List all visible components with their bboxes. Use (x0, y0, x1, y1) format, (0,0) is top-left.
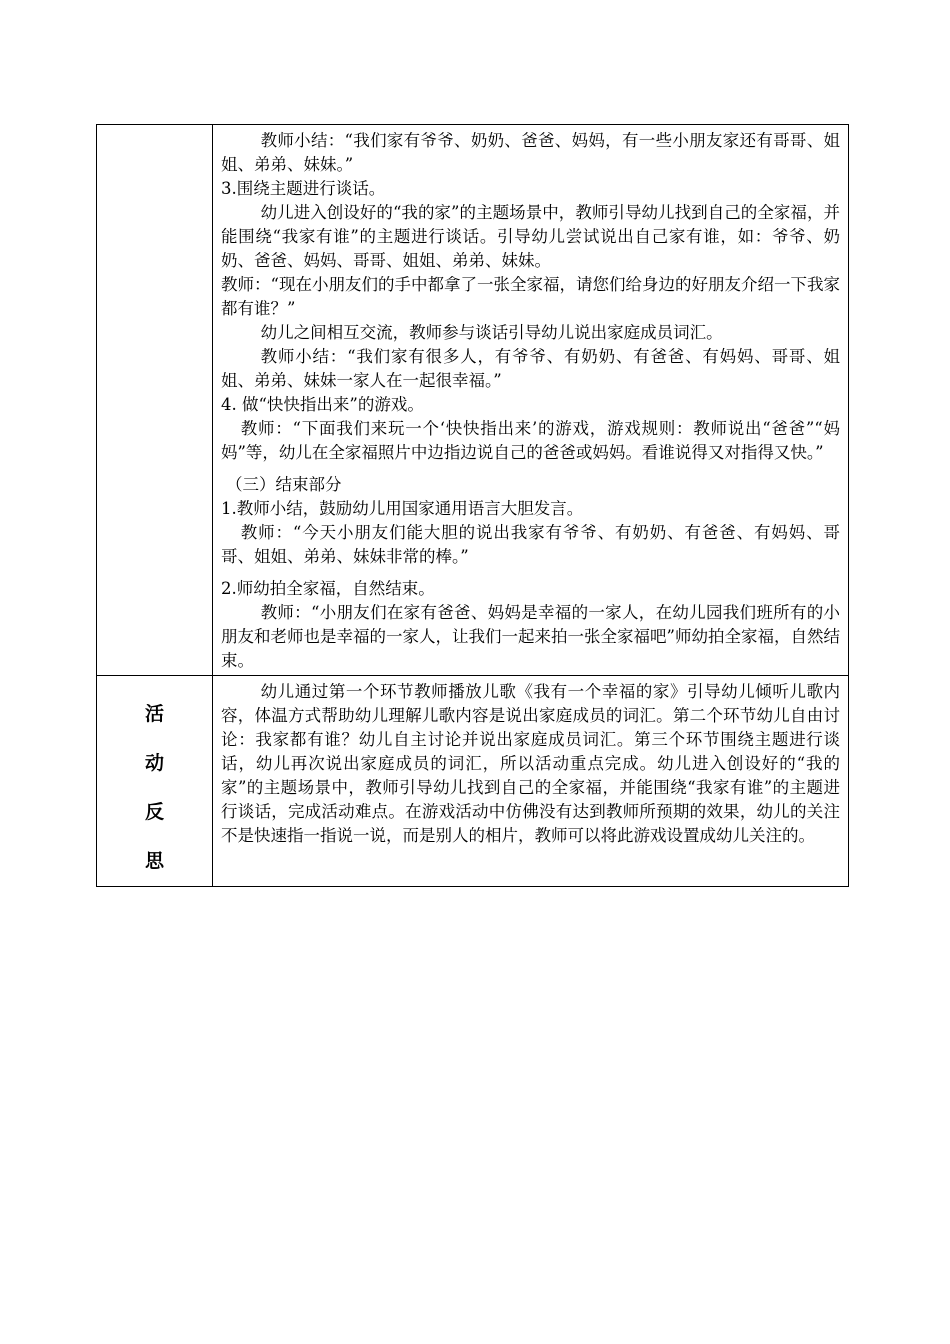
process-row (97, 125, 849, 676)
reflection-row (97, 676, 849, 887)
process-content-cell (213, 125, 849, 676)
reflection-label-char: 动 (144, 752, 164, 774)
section-heading: 2.师幼拍全家福，自然结束。 (221, 579, 435, 598)
section-heading: 3.围绕主题进行谈话。 (221, 179, 386, 198)
part-heading: （三）结束部分 (225, 475, 342, 494)
reflection-text: 幼儿通过第一个环节教师播放儿歌《我有一个幸福的家》引导幼儿倾听儿歌内容，体温方式帮助幼儿理解儿歌内容是说出家庭成员的词汇。第二个环节幼儿自由讨论：我家都有谁？幼儿自主讨论并说出家庭成员词汇。第三个环节围绕主题进行谈话，幼儿再次说出家庭成员的词汇，所以活动重点完成。幼儿进入创设好的“我的家”的主题场景中，教师引导幼儿找到自己的全家福，并能围绕“我家有谁”的主题进行谈话，完成活动难点。在游戏活动中仿佛没有达到教师所预期的效果，幼儿的关注不是快速指一指说一说，而是别人的相片，教师可以将此游戏设置成幼儿关注的。 (221, 682, 840, 845)
process-label-cell (97, 125, 213, 676)
reflection-label-char: 活 (144, 703, 164, 725)
reflection-label-char: 思 (144, 850, 164, 872)
paragraph: 幼儿之间相互交流，教师参与谈话引导幼儿说出家庭成员词汇。 (260, 323, 723, 342)
paragraph: 教师：“现在小朋友们的手中都拿了一张全家福，请您们给身边的好朋友介绍一下我家都有谁？” (221, 275, 840, 318)
reflection-label-char: 反 (144, 801, 164, 823)
paragraph: 教师小结：“我们家有很多人，有爷爷、有奶奶、有爸爸、有妈妈、哥哥、姐姐、弟弟、妹妹一家人在一起很幸福。” (221, 347, 840, 390)
section-heading: 4. 做“快快指出来”的游戏。 (221, 395, 424, 414)
section-heading: 1.教师小结，鼓励幼儿用国家通用语言大胆发言。 (221, 499, 584, 518)
paragraph: 教师：“下面我们来玩一个‘快快指出来’的游戏，游戏规则：教师说出“爸爸”“妈妈”等，幼儿在全家福照片中边指边说自己的爸爸或妈妈。看谁说得又对指得又快。” (221, 419, 840, 462)
reflection-label-cell (97, 676, 213, 887)
paragraph: 教师小结：“我们家有爷爷、奶奶、爸爸、妈妈，有一些小朋友家还有哥哥、姐姐、弟弟、妹妹。” (221, 131, 840, 174)
paragraph: 幼儿进入创设好的“我的家”的主题场景中，教师引导幼儿找到自己的全家福，并能围绕“我家有谁”的主题进行谈话。引导幼儿尝试说出自己家有谁，如：爷爷、奶奶、爸爸、妈妈、哥哥、姐姐、弟弟、妹妹。 (221, 203, 840, 270)
paragraph: 教师：“今天小朋友们能大胆的说出我家有爷爷、有奶奶、有爸爸、有妈妈、哥哥、姐姐、弟弟、妹妹非常的棒。” (221, 523, 840, 566)
lesson-plan-table (96, 124, 849, 887)
reflection-content-cell (213, 676, 849, 887)
paragraph: 教师：“小朋友们在家有爸爸、妈妈是幸福的一家人，在幼儿园我们班所有的小朋友和老师也是幸福的一家人，让我们一起来拍一张全家福吧”师幼拍全家福，自然结束。 (221, 603, 840, 670)
